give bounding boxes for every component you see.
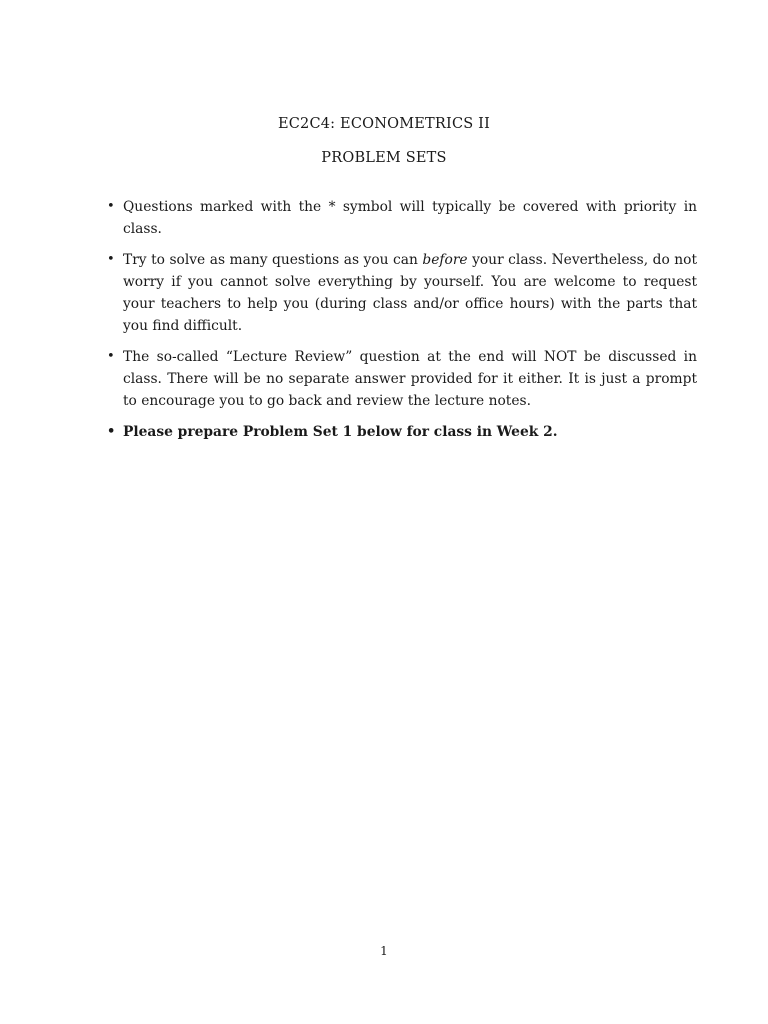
instruction-text: The so-called “Lecture Review” question at the end will NOT be discussed in class. There will be no separate answer provided for it either. It is just a prompt to encourage you to go back and review the lecture notes. bbox=[123, 349, 697, 409]
bullet-icon: • bbox=[107, 252, 115, 267]
instruction-item-priority bbox=[107, 196, 697, 240]
instruction-text: Questions marked with the * symbol will typically be covered with priority in class. bbox=[123, 199, 697, 237]
bullet-icon: • bbox=[107, 349, 115, 364]
document-subtitle: PROBLEM SETS bbox=[321, 150, 447, 166]
instructions-list bbox=[107, 196, 697, 452]
instruction-text: Please prepare Problem Set 1 below for class in Week 2. bbox=[123, 424, 558, 440]
instruction-emphasis: before bbox=[422, 252, 468, 268]
instruction-item-problem-set-1 bbox=[107, 421, 697, 443]
instruction-text-end: your class. Nevertheless, do not worry if you cannot solve everything by yourself. You are welcome to request your teachers to help you (during class and/or office hours) with the parts that you find difficult. bbox=[123, 252, 697, 334]
page-number: 1 bbox=[380, 944, 388, 958]
document-title: EC2C4: ECONOMETRICS II bbox=[277, 116, 491, 132]
bullet-icon: • bbox=[107, 424, 116, 439]
bullet-icon: • bbox=[107, 199, 115, 214]
instruction-item-preparation bbox=[107, 249, 697, 337]
instruction-text-start: Try to solve as many questions as you can bbox=[123, 252, 423, 268]
instruction-item-lecture-review bbox=[107, 346, 697, 412]
